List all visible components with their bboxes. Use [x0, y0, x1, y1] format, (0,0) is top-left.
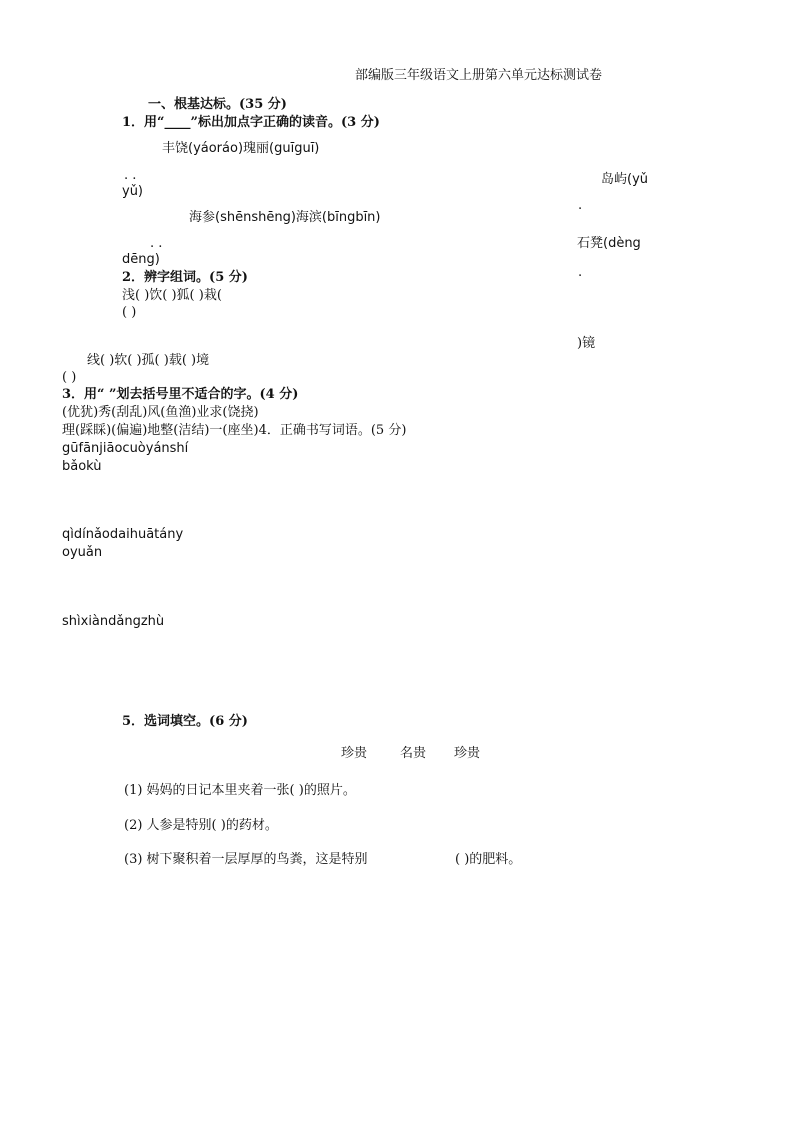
q1-line-1: 丰饶(yáoráo)瑰丽(guīguī)	[162, 141, 320, 156]
q1-right-1: 岛屿(yǔ	[601, 172, 649, 187]
q4-pinyin-2: bǎokù	[62, 459, 102, 474]
question-1-label: 1．用“____”标出加点字正确的读音。(3 分)	[122, 115, 380, 130]
q2-row-1-continuation: ( )	[122, 305, 137, 320]
section-heading: 一、根基达标。(35 分)	[148, 97, 287, 112]
q1-continuation-1: yǔ)	[122, 184, 144, 199]
q2-row-2-continuation: ( )	[62, 370, 77, 385]
q1-continuation-2: dēng)	[122, 252, 160, 267]
q1-line-2: 海参(shēnshēng)海滨(bīngbīn)	[189, 210, 381, 225]
q5-sentence-2: (2) 人参是特别( )的药材。	[124, 818, 278, 833]
q2-right: )镜	[577, 336, 596, 351]
page-title: 部编版三年级语文上册第六单元达标测试卷	[355, 68, 603, 83]
q3-row-1: (优犹)秀(刮乱)风(鱼渔)业求(饶挠)	[62, 405, 259, 420]
q1-dots-2: . .	[150, 236, 163, 251]
q1-right-dot-1: .	[578, 198, 583, 213]
question-3-label: 3．用“ ”划去括号里不适合的字。(4 分)	[62, 387, 299, 402]
question-5-label: 5．选词填空。(6 分)	[122, 714, 248, 729]
word-option: 珍贵	[454, 746, 481, 761]
q4-pinyin-4: oyuǎn	[62, 545, 103, 560]
q1-right-2: 石凳(dèng	[577, 236, 641, 251]
q5-sentence-1: (1) 妈妈的日记本里夹着一张( )的照片。	[124, 783, 356, 798]
q2-row-2: 线( )软( )孤( )载( )境	[87, 353, 210, 368]
q4-pinyin-5: shìxiàndǎngzhù	[62, 614, 165, 629]
q1-right-dot-2: .	[578, 265, 583, 280]
word-option: 珍贵	[341, 746, 368, 761]
q1-dots-1: . .	[124, 168, 137, 183]
q5-sentence-3: (3) 树下聚积着一层厚厚的鸟粪，这是特别	[124, 852, 368, 867]
q3-row-2: 理(踩睬)(偏遍)地整(洁结)一(座坐)4．正确书写词语。(5 分)	[62, 423, 407, 438]
question-2-label: 2．辨字组词。(5 分)	[122, 270, 248, 285]
q2-row-1: 浅( )饮( )狐( )栽(	[122, 288, 222, 303]
word-option: 名贵	[400, 746, 427, 761]
q4-pinyin-3: qìdínǎodaihuātány	[62, 527, 184, 542]
q4-pinyin-1: gūfānjiāocuòyánshí	[62, 441, 189, 456]
q5-sentence-3-blank: ( )的肥料。	[455, 852, 522, 867]
